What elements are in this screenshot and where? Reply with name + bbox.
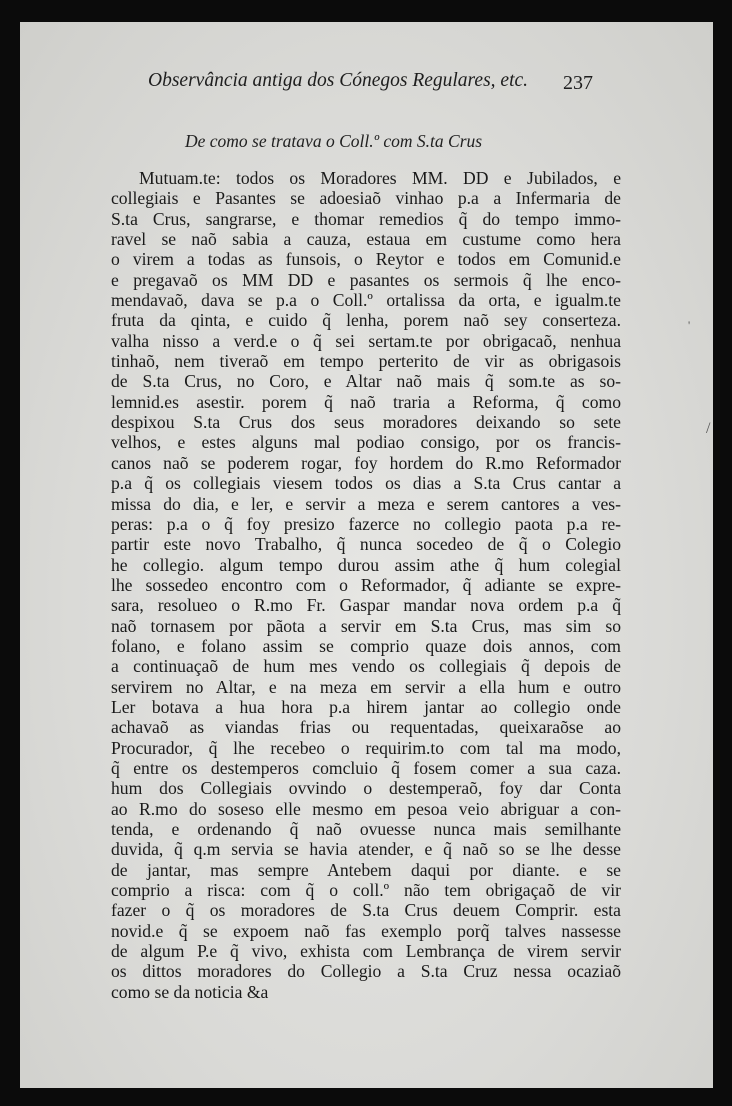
text-line: o virem a todas as funsois, o Reytor e todos em Comunid.e [111, 249, 621, 270]
text-line: collegiais e Pasantes se adoesiaõ vinhao p.a a Infermaria de [111, 188, 621, 209]
text-line: de S.ta Crus, no Coro, e Altar naõ mais q̃ som.te as so- [111, 371, 621, 392]
text-line: peras: p.a o q̃ foy presizo fazerce no collegio paota p.a re- [111, 513, 621, 534]
text-line: missa do dia, e ler, e servir a meza e serem cantores a ves- [111, 493, 621, 514]
text-line: hum dos Collegiais ovvindo o destemperaõ, foy dar Conta [111, 778, 621, 799]
text-line: ao R.mo do soseso elle mesmo em pesoa veio abriguar a con- [111, 798, 621, 819]
text-line: lemnid.es asestir. porem q̃ naõ traria a Reforma, q̃ como [111, 391, 621, 412]
text-line: mendavaõ, dava se p.a o Coll.º ortalissa da orta, e igualm.te [111, 290, 621, 311]
text-line: Procurador, q̃ lhe recebeo o requirim.to com tal ma modo, [111, 737, 621, 758]
text-line: de algum P.e q̃ vivo, exhista com Lembrança de virem servir [111, 941, 621, 962]
text-line: Mutuam.te: todos os Moradores MM. DD e Jubilados, e [139, 168, 621, 188]
body-text [111, 168, 621, 1002]
text-line: os dittos moradores do Collegio a S.ta Cruz nessa ocaziaõ [111, 961, 621, 982]
text-line: comprio a risca: com q̃ o coll.º não tem obrigaçaõ de vir [111, 880, 621, 901]
text-line: despixou S.ta Crus dos seus moradores deixando so sete [111, 412, 621, 433]
text-line: Ler botava a hua hora p.a hirem jantar ao collegio onde [111, 696, 621, 717]
text-line: partir este novo Trabalho, q̃ nunca socedeo de q̃ o Colegio [111, 534, 621, 555]
text-line: ravel se naõ sabia a cauza, estaua em custume como hera [111, 229, 621, 250]
text-line: de jantar, mas sempre Antebem daqui por diante. e se [111, 859, 621, 880]
text-line: he collegio. algum tempo durou assim athe q̃ hum colegial [111, 554, 621, 575]
text-line: naõ tornasem por pãota a servir em S.ta Crus, mas sim so [111, 615, 621, 636]
text-line: valha nisso a verd.e o q̃ sei sertam.te por obrigacaõ, nenhua [111, 330, 621, 351]
text-line: a continuaçaõ de hum mes vendo os collegiais q̃ depois de [111, 656, 621, 677]
text-line: lhe sossedeo encontro com o Reformador, q̃ adiante se expre- [111, 574, 621, 595]
text-line: fazer o q̃ os moradores de S.ta Crus deuem Comprir. esta [111, 900, 621, 921]
text-line: S.ta Crus, sangrarse, e thomar remedios q̃ do tempo immo- [111, 208, 621, 229]
text-line: achavaõ as viandas frias ou requentadas, queixaraõse ao [111, 717, 621, 738]
margin-speck: ' [688, 318, 691, 332]
section-heading: De como se tratava o Coll.º com S.ta Crus [185, 131, 483, 151]
text-line: p.a q̃ os collegiais viesem todos os dias a S.ta Crus cantar a [111, 473, 621, 494]
text-line: fruta da qinta, e cuido q̃ lenha, porem naõ sey conserteza. [111, 310, 621, 331]
margin-speck: / [706, 420, 711, 437]
text-line: folano, e folano assim se comprio quaze dois annos, com [111, 635, 621, 656]
text-line: duvida, q̃ q.m servia se havia atender, e q̃ naõ so se lhe desse [111, 839, 621, 860]
book-page [20, 22, 713, 1088]
text-line: tenda, e ordenando q̃ naõ ovuesse nunca mais semilhante [111, 819, 621, 839]
running-title: Observância antiga dos Cónegos Regulares, etc. [148, 70, 529, 91]
text-line: sara, resolueo o R.mo Fr. Gaspar mandar nova ordem p.a q̃ [111, 595, 621, 616]
text-line: novid.e q̃ se expoem naõ fas exemplo porq̃ talves nassesse [111, 920, 621, 941]
text-line: velhos, e estes alguns mal podiao consigo, por os francis- [111, 432, 621, 453]
text-line: como se da noticia &a [111, 981, 269, 1002]
page-number: 237 [563, 72, 593, 94]
text-line: canos naõ se poderem rogar, foy hordem do R.mo Reformador [111, 452, 621, 473]
text-line: q̃ entre os destemperos comcluio q̃ fosem comer a sua caza. [111, 757, 621, 778]
text-line: e pregavaõ os MM DD e pasantes os sermois q̃ lhe enco- [111, 269, 621, 290]
text-line: servirem no Altar, e na meza em servir a ella hum e outro [111, 676, 621, 697]
text-line: tinhaõ, nem tiveraõ em tempo perterito de vir as obrigasois [111, 351, 621, 372]
